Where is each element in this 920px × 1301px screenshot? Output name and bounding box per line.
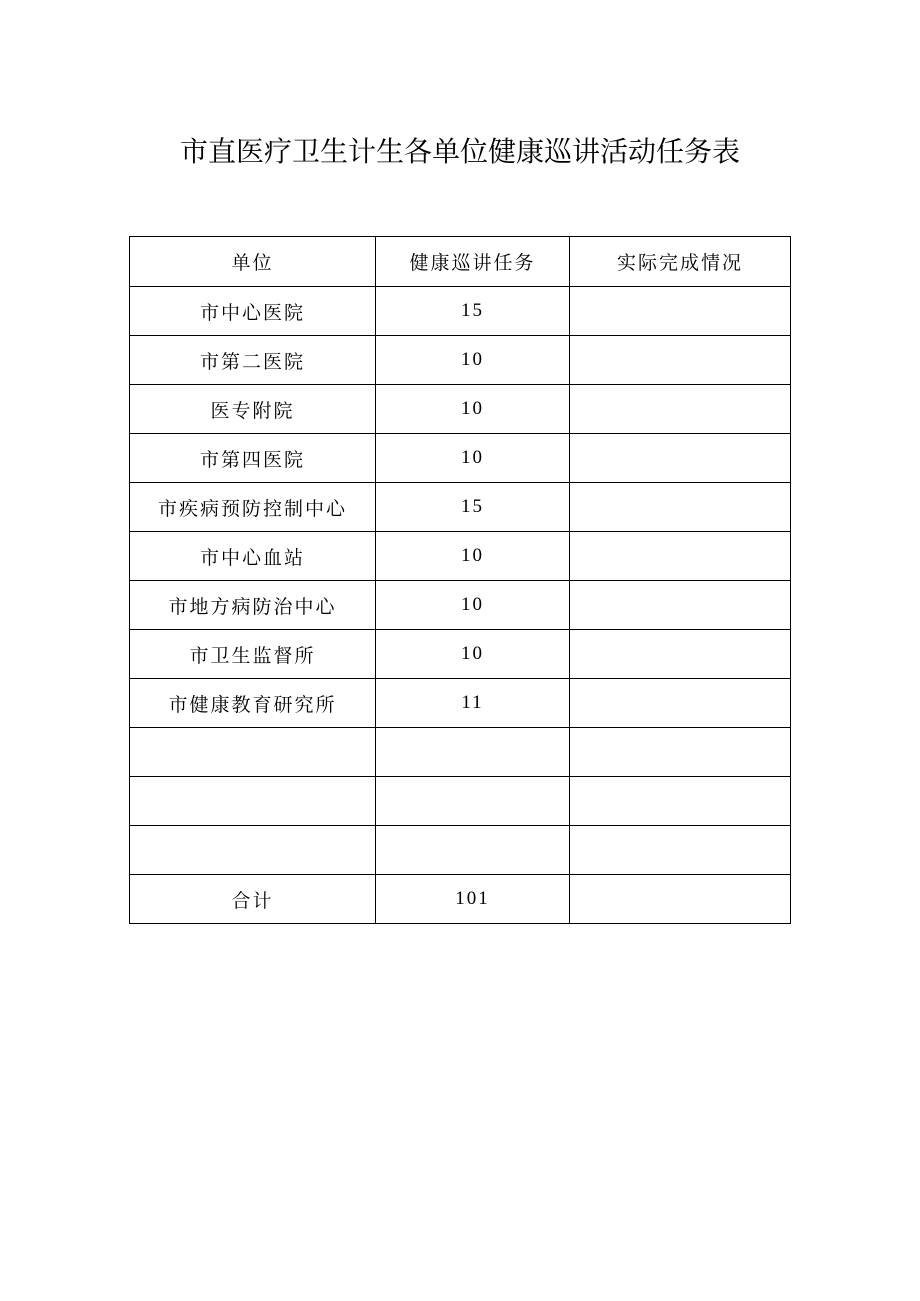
table-row — [130, 826, 791, 875]
task-cell: 10 — [376, 581, 570, 630]
task-table — [129, 236, 791, 924]
unit-cell: 市第四医院 — [130, 434, 376, 483]
table-header-row — [130, 237, 791, 287]
table-row — [130, 483, 791, 532]
actual-cell — [570, 679, 791, 728]
task-cell — [376, 728, 570, 777]
unit-cell: 市健康教育研究所 — [130, 679, 376, 728]
actual-cell — [570, 630, 791, 679]
actual-cell — [570, 483, 791, 532]
task-cell: 10 — [376, 336, 570, 385]
unit-cell — [130, 826, 376, 875]
total-actual-cell — [570, 875, 791, 924]
unit-cell — [130, 777, 376, 826]
table-row — [130, 728, 791, 777]
header-task: 健康巡讲任务 — [376, 237, 570, 287]
task-cell — [376, 826, 570, 875]
header-unit: 单位 — [130, 237, 376, 287]
task-cell: 15 — [376, 483, 570, 532]
table-row — [130, 777, 791, 826]
unit-cell: 市卫生监督所 — [130, 630, 376, 679]
task-cell — [376, 777, 570, 826]
unit-cell: 市中心医院 — [130, 287, 376, 336]
actual-cell — [570, 826, 791, 875]
table-row — [130, 679, 791, 728]
actual-cell — [570, 728, 791, 777]
task-cell: 10 — [376, 532, 570, 581]
task-cell: 15 — [376, 287, 570, 336]
unit-cell: 市疾病预防控制中心 — [130, 483, 376, 532]
unit-cell — [130, 728, 376, 777]
total-label-cell: 合计 — [130, 875, 376, 924]
actual-cell — [570, 532, 791, 581]
task-cell: 10 — [376, 630, 570, 679]
actual-cell — [570, 581, 791, 630]
unit-cell: 市第二医院 — [130, 336, 376, 385]
unit-cell: 市中心血站 — [130, 532, 376, 581]
actual-cell — [570, 777, 791, 826]
task-cell: 10 — [376, 385, 570, 434]
table-row — [130, 385, 791, 434]
table-row — [130, 434, 791, 483]
table-row — [130, 581, 791, 630]
table-row — [130, 287, 791, 336]
actual-cell — [570, 385, 791, 434]
table-row — [130, 532, 791, 581]
unit-cell: 医专附院 — [130, 385, 376, 434]
actual-cell — [570, 434, 791, 483]
actual-cell — [570, 336, 791, 385]
total-task-cell: 101 — [376, 875, 570, 924]
page-title: 市直医疗卫生计生各单位健康巡讲活动任务表 — [179, 135, 740, 168]
table-total-row — [130, 875, 791, 924]
unit-cell: 市地方病防治中心 — [130, 581, 376, 630]
task-cell: 10 — [376, 434, 570, 483]
header-actual: 实际完成情况 — [570, 237, 791, 287]
task-cell: 11 — [376, 679, 570, 728]
table-row — [130, 630, 791, 679]
table-row — [130, 336, 791, 385]
actual-cell — [570, 287, 791, 336]
